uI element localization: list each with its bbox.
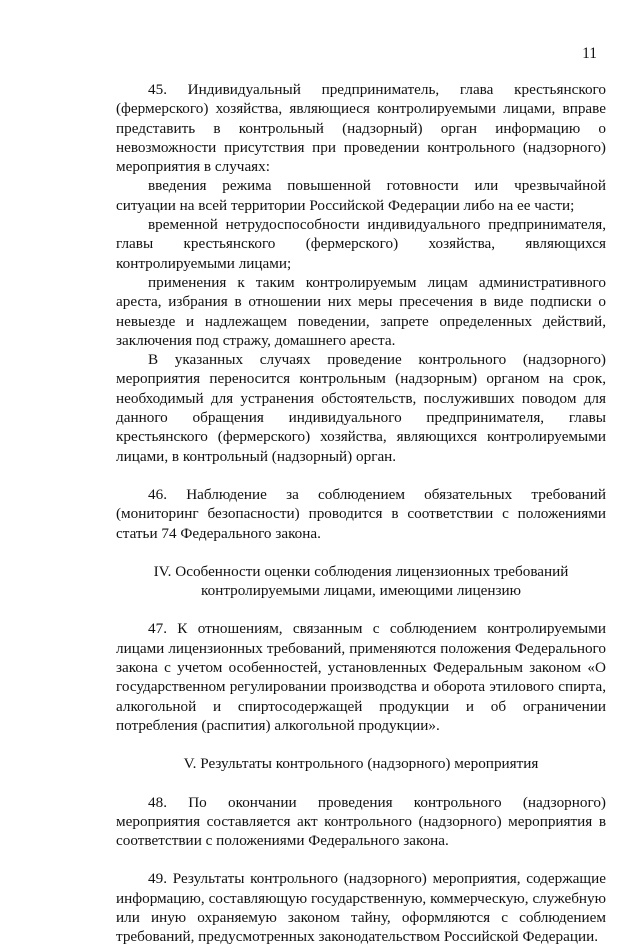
chapter-5-heading: V. Результаты контрольного (надзорного) мероприятия bbox=[183, 755, 539, 773]
paragraph-45-intro: 45. Индивидуальный предприниматель, глава крестьянского (фермерского) хозяйства, являющиеся контролируемыми лицами, вправе представить в контрольный (надзорный) орган информацию о невозможности присутствия при проведении контрольного (надзорного) мероприятия в случаях: bbox=[116, 81, 606, 176]
paragraph-48: 48. По окончании проведения контрольного (надзорного) мероприятия составляется акт контрольного (надзорного) мероприятия в соответствии с положениями Федерального закона. bbox=[116, 793, 606, 850]
paragraph-45-postponement: В указанных случаях проведение контрольного (надзорного) мероприятия переносится контрольным (надзорным) органом на срок, необходимый для устранения обстоятельств, послуживших поводом для данного обращения индивидуального предпринимателя, главы крестьянского (фермерского) хозяйства, являющихся контролируемыми лицами, в контрольный (надзорный) орган. bbox=[116, 351, 606, 465]
chapter-4-heading-line-2: контролируемыми лицами, имеющими лицензию bbox=[201, 582, 521, 600]
paragraph-46: 46. Наблюдение за соблюдением обязательных требований (мониторинг безопасности) проводится в соответствии с положениями статьи 74 Федерального закона. bbox=[116, 485, 606, 542]
paragraph-45-case-arrest: применения к таким контролируемым лицам административного ареста, избрания в отношении них меры пресечения в виде подписки о невыезде и надлежащем поведении, запрете определенных действий, заключения под стражу, домашнего ареста. bbox=[116, 273, 606, 349]
paragraph-47: 47. К отношениям, связанным с соблюдением контролируемыми лицами лицензионных требований, применяются положения Федерального закона с учетом особенностей, установленных Федеральным законом «О государственном регулировании производства и оборота этилового спирта, алкогольной и спиртосодержащей продукции и об ограничении потребления (распития) алкогольной продукции». bbox=[116, 620, 606, 734]
paragraph-45-case-emergency: введения режима повышенной готовности или чрезвычайной ситуации на всей территории Российской Федерации либо на ее части; bbox=[116, 177, 606, 214]
document-body bbox=[116, 80, 606, 947]
page-number: 11 bbox=[582, 45, 597, 62]
paragraph-49: 49. Результаты контрольного (надзорного) мероприятия, содержащие информацию, составляющую государственную, коммерческую, служебную или иную охраняемую законом тайну, оформляются с соблюдением требований, предусмотренных законодательством Российской Федерации. bbox=[116, 870, 606, 946]
chapter-4-heading bbox=[116, 562, 606, 601]
chapter-4-heading-line-1: IV. Особенности оценки соблюдения лицензионных требований bbox=[153, 562, 569, 580]
paragraph-45-case-disability: временной нетрудоспособности индивидуального предпринимателя, главы крестьянского (фермерского) хозяйства, являющихся контролируемыми лицами; bbox=[116, 216, 606, 272]
